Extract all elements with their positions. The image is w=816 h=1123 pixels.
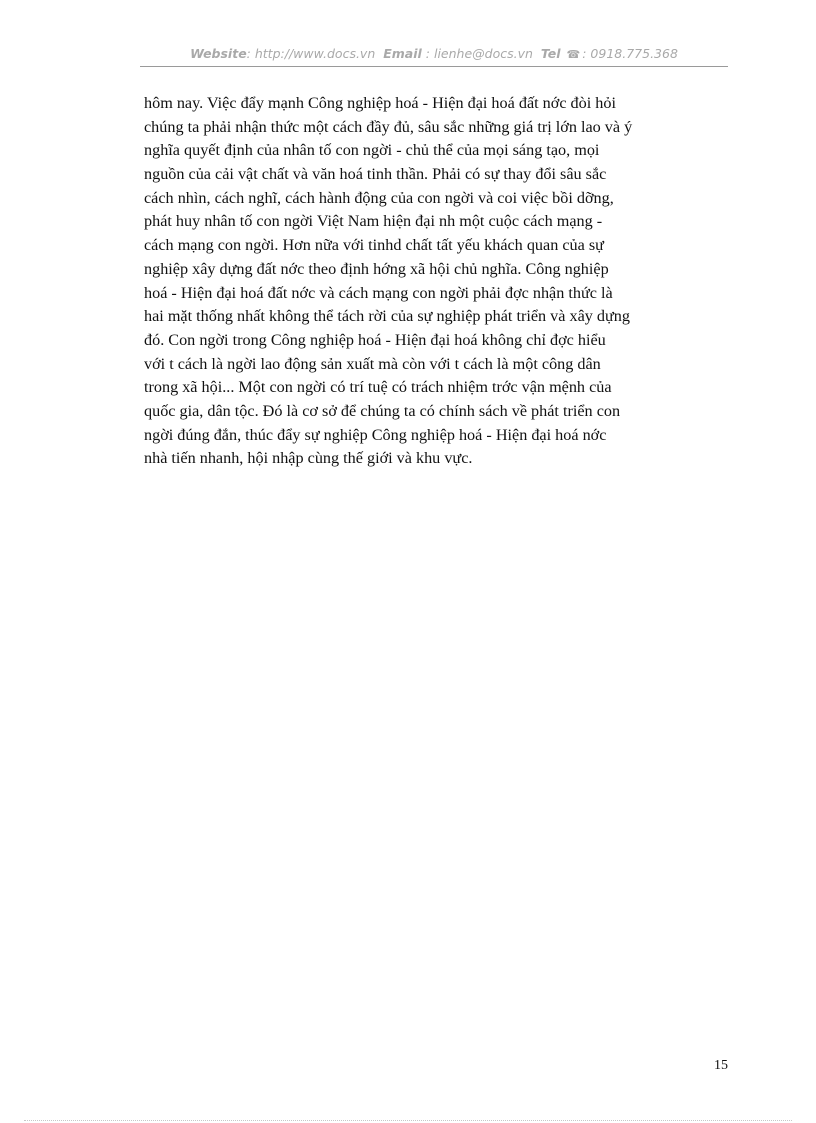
text-line: chúng ta phải nhận thức một cách đầy đủ, sâu sắc những giá trị lớn lao và ý [144, 117, 633, 136]
text-line: hoá - Hiện đại hoá đất nớc và cách mạng con ngời phải đợc nhận thức là [144, 283, 613, 302]
text-line: với t cách là ngời lao động sản xuất mà còn với t cách là một công dân [144, 354, 601, 373]
phone-icon: ☎ [566, 48, 581, 61]
text-line: hai mặt thống nhất không thể tách rời của sự nghiệp phát triển và xây dựng [144, 307, 630, 326]
text-line: cách nhìn, cách nghĩ, cách hành động của con ngời và coi việc bồi dỡng, [144, 188, 614, 207]
tel-label: Tel [540, 46, 561, 61]
page-header [140, 46, 728, 66]
text-line: quốc gia, dân tộc. Đó là cơ sở để chúng ta có chính sách về phát triển con [144, 401, 621, 420]
page-number: 15 [714, 1058, 728, 1073]
body-paragraph [144, 92, 726, 471]
text-line: ngời đúng đắn, thúc đẩy sự nghiệp Công nghiệp hoá - Hiện đại hoá nớc [144, 425, 607, 444]
website-label: Website [190, 46, 247, 61]
text-line: trong xã hội... Một con ngời có trí tuệ có trách nhiệm trớc vận mệnh của [144, 378, 612, 397]
text-line: phát huy nhân tố con ngời Việt Nam hiện đại nh một cuộc cách mạng - [144, 212, 603, 231]
text-line: nghiệp xây dựng đất nớc theo định hớng xã hội chủ nghĩa. Công nghiệp [144, 259, 609, 278]
footer-divider [24, 1120, 792, 1121]
website-value: : http://www.docs.vn [246, 46, 376, 61]
text-line: hôm nay. Việc đẩy mạnh Công nghiệp hoá - Hiện đại hoá đất nớc đòi hỏi [144, 94, 616, 112]
text-line: đó. Con ngời trong Công nghiệp hoá - Hiện đại hoá không chỉ đợc hiểu [144, 330, 606, 349]
email-label: Email [383, 46, 422, 61]
text-line: nguồn của cải vật chất và văn hoá tinh thần. Phải có sự thay đổi sâu sắc [144, 165, 607, 184]
text-line: nhà tiến nhanh, hội nhập cùng thế giới và khu vực. [144, 449, 473, 468]
header-divider [140, 66, 728, 67]
text-line: nghĩa quyết định của nhân tố con ngời - chủ thể của mọi sáng tạo, mọi [144, 141, 600, 160]
email-value: : lienhe@docs.vn [425, 46, 533, 61]
text-line: cách mạng con ngời. Hơn nữa với tinhd chất tất yếu khách quan của sự [144, 236, 604, 255]
tel-value: : 0918.775.368 [582, 46, 678, 61]
